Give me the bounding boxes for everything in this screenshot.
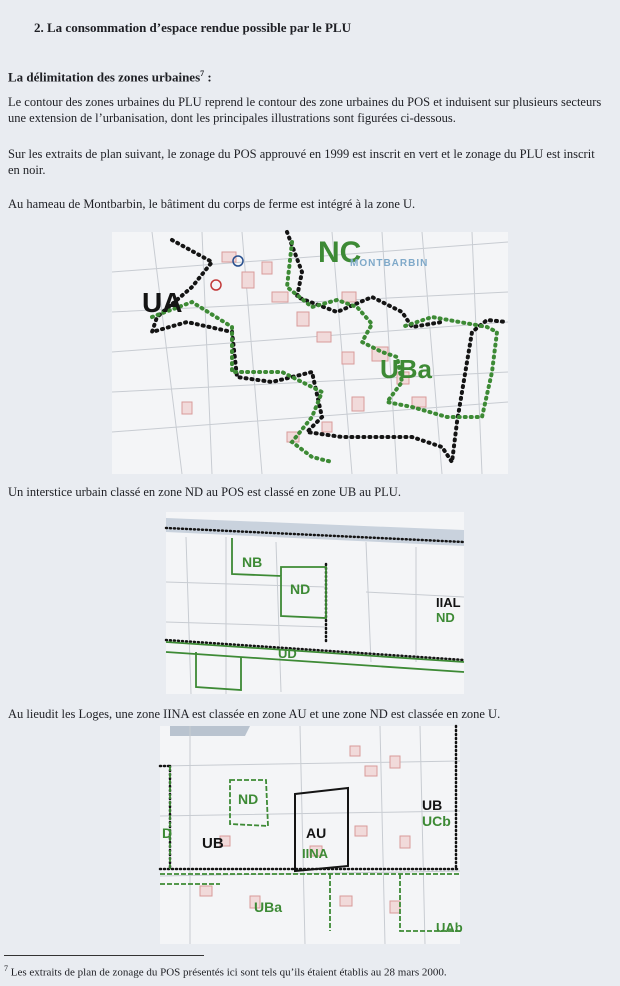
label-nd-2: ND [436,610,455,625]
label-nb: NB [242,554,263,570]
label-au: AU [306,825,327,841]
section-title: 2. La consommation d’espace rendue possible par le PLU [34,20,351,35]
subsection-title [8,66,212,85]
label-uba: UBa [254,899,283,915]
label-d: D [162,825,173,841]
caption-loges: Au lieudit les Loges, une zone IINA est classée en zone AU et une zone ND est classée en zone U. [8,707,501,721]
label-nc: NC [318,236,362,269]
label-iina: IINA [302,846,328,861]
footnote-ref: 7 [200,69,205,78]
paragraph-montbarbin: Au hameau de Montbarbin, le bâtiment du corps de ferme est intégré à la zone U. [8,197,416,211]
map-interstice [166,512,464,694]
map-loges [160,726,463,944]
label-uab: UAb [436,920,463,935]
caption-interstice: Un interstice urbain classé en zone ND au POS est classé en zone UB au PLU. [8,485,401,499]
subsection-title-text: La délimitation des zones urbaines [8,69,201,85]
label-nd: ND [290,581,311,597]
footnote [4,961,447,981]
subsection-colon: : [204,69,212,85]
footnote-rule [4,955,204,956]
label-ub: UB [202,835,224,852]
paragraph-legend: Sur les extraits de plan suivant, le zonage du POS approuvé en 1999 est inscrit en vert et le zonage du PLU est inscrit en noir. [8,147,595,177]
map-montbarbin [112,232,508,474]
footnote-text: Les extraits de plan de zonage du POS présentés ici sont tels qu’ils étaient établis au 28 mars 2000. [8,966,447,979]
footnote-number: 7 [4,964,8,973]
label-uba: UBa [380,354,433,384]
label-montbarbin: MONTBARBIN [350,258,429,269]
paragraph-contour: Le contour des zones urbaines du PLU reprend le contour des zone urbaines du POS et induisent sur plusieurs secteurs une extension de l’urbanisation, dont les principales illustrations sont figurées ci-dessous. [8,95,602,125]
label-ud: UD [278,646,297,661]
label-nd: ND [238,791,259,807]
label-ub-2: UB [422,797,443,813]
label-ua: UA [142,287,183,318]
label-iial: IIAL [436,595,461,610]
label-ucb: UCb [422,813,451,829]
